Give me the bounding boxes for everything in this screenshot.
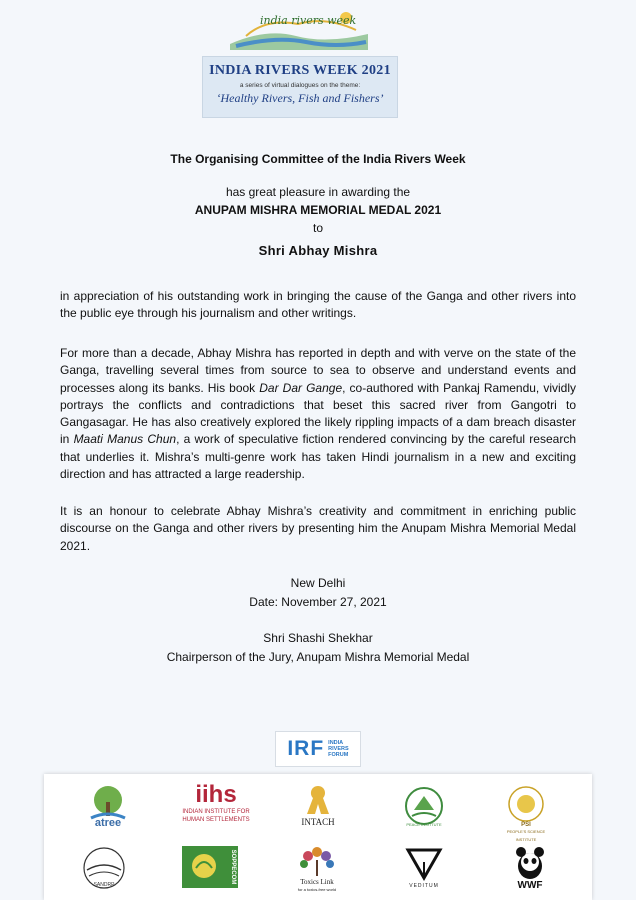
iihs-logo: [178, 782, 254, 824]
soppecom-tile: [182, 846, 238, 888]
pleasure-line: has great pleasure in awarding the: [225, 185, 411, 199]
bio-text-b: , co-authored with Pankaj Ramendu, vividly portrays the conflicts and contradictions that beset this sacred river from Gangotri to Gangasagar. He has also creatively explored the likely rippling impacts of a dam breach disaster in: [60, 380, 576, 447]
bio-text-c: , a work of speculative fiction rendered convincing by the careful research that underlies it. Mishra’s multi-genre work has taken Hindi journalism in a new and exciting direction and has attracted a large readership.: [60, 432, 576, 482]
event-theme: ‘Healthy Rivers, Fish and Fishers’: [216, 91, 384, 105]
irf-line-1: INDIA: [328, 740, 344, 746]
wwf-logo: [500, 846, 560, 892]
sandrp-logo: [72, 846, 136, 890]
toxics-tagline: for a toxics-free world: [297, 887, 337, 892]
irf-line-3: FORUM: [328, 752, 349, 758]
psi-emblem-icon: [504, 784, 548, 828]
psi-wordmark: PSI: [521, 822, 531, 828]
wwf-wordmark: WWF: [517, 880, 543, 891]
irf-line-2: RIVERS: [328, 746, 349, 752]
medal-name: ANUPAM MISHRA MEMORIAL MEDAL 2021: [194, 203, 442, 217]
irf-short: IRF: [287, 737, 325, 760]
toxics-tree-icon: [294, 846, 340, 878]
atree-logo: [78, 784, 138, 828]
recipient-name: Shri Abhay Mishra: [258, 243, 378, 258]
irf-logo: [275, 731, 361, 767]
psi-logo: [496, 784, 556, 844]
to-line: to: [312, 221, 323, 235]
veditum-wordmark: VEDITUM: [409, 883, 439, 889]
sandrp-wordmark: SANDRP: [93, 882, 115, 888]
event-subtitle: a series of virtual dialogues on the theme:: [239, 82, 361, 89]
veditum-logo: [394, 846, 454, 890]
paragraph-honour: It is an honour to celebrate Abhay Mishra’s creativity and commitment in enriching public discourse on the Ganga and other rivers by presenting him the Anupam Mishra Memorial Medal 2021.: [60, 504, 576, 553]
psi-ring-text: PEOPLE'S SCIENCE INSTITUTE: [506, 829, 546, 842]
committee-line: The Organising Committee of the India Rivers Week: [170, 152, 466, 166]
book-title-1: Dar Dar Gange: [259, 380, 343, 395]
panda-icon: [513, 846, 547, 880]
signoff-role: Chairperson of the Jury, Anupam Mishra Memorial Medal: [166, 650, 470, 664]
logo-script: india rivers week: [260, 14, 357, 27]
signoff-place: New Delhi: [290, 576, 346, 590]
sandrp-emblem-icon: [75, 846, 133, 890]
peace-institute-logo: [394, 784, 454, 828]
event-brand-box: [202, 56, 398, 118]
partner-logos-panel: [44, 774, 592, 900]
peace-text: PEACE INSTITUTE: [406, 822, 442, 827]
bio-text-a: For more than a decade, Abhay Mishra has reported in depth and with verve on the state of the Ganga, travelling several times from source to sea to observe and understand events and processes along its banks. His book: [60, 346, 576, 395]
iihs-fullname-1: INDIAN INSTITUTE FOR: [182, 809, 250, 815]
iihs-wordmark: iihs: [195, 781, 237, 808]
tree-icon: [85, 784, 131, 828]
river-landscape-icon: [226, 6, 372, 54]
toxics-link-logo: [284, 846, 350, 894]
soppecom-leaf-icon: [182, 846, 238, 888]
signoff-date: Date: November 27, 2021: [249, 595, 387, 609]
soppecom-logo: [180, 846, 240, 888]
intach-wordmark: INTACH: [301, 817, 335, 827]
paragraph-appreciation: in appreciation of his outstanding work in bringing the cause of the Ganga and other rivers into the public eye through his journalism and other writings.: [60, 289, 576, 321]
india-rivers-week-logo: [226, 6, 372, 54]
atree-wordmark: atree: [94, 817, 122, 828]
intach-logo: [288, 784, 348, 826]
book-title-2: Maati Manus Chun: [73, 432, 177, 447]
peace-emblem-icon: [402, 784, 446, 828]
irf-fullname: [328, 740, 348, 758]
signoff-name: Shri Shashi Shekhar: [263, 631, 373, 645]
iihs-fullname-2: HUMAN SETTLEMENTS: [182, 817, 250, 823]
toxics-wordmark: Toxics Link: [300, 878, 334, 886]
soppecom-wordmark: SOPPECOM: [230, 849, 236, 885]
intach-figure-icon: [303, 784, 333, 818]
event-title: INDIA RIVERS WEEK 2021: [209, 63, 391, 78]
paragraph-biography: [60, 345, 576, 483]
veditum-triangle-icon: [404, 846, 444, 882]
